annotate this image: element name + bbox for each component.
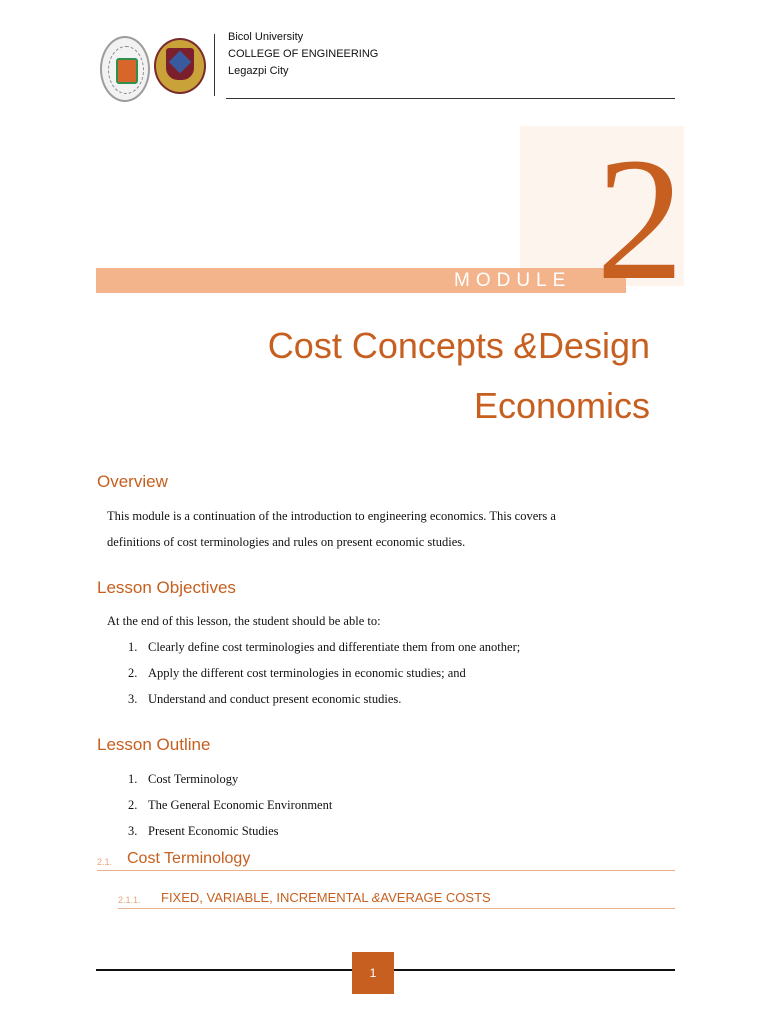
header-college: COLLEGE OF ENGINEERING bbox=[228, 48, 379, 60]
subsection-number: 2.1.1. bbox=[118, 895, 141, 905]
college-seal-logo bbox=[154, 38, 206, 94]
subsection-title-a: FIXED, VARIABLE, INCREMENTAL bbox=[161, 890, 369, 905]
list-item bbox=[107, 634, 520, 660]
module-number: 2 bbox=[596, 122, 684, 317]
subsection-title bbox=[161, 890, 491, 905]
outline-heading: Lesson Outline bbox=[97, 735, 211, 754]
subsection-title-b: AVERAGE COSTS bbox=[380, 890, 491, 905]
list-number: 1. bbox=[128, 772, 138, 786]
subsection-ampersand: & bbox=[371, 890, 381, 905]
list-text: Cost Terminology bbox=[148, 772, 239, 786]
header-university: Bicol University bbox=[228, 31, 304, 43]
list-number: 2. bbox=[128, 666, 138, 680]
page-title-line1 bbox=[268, 316, 650, 376]
title-ampersand: & bbox=[513, 325, 538, 366]
list-text: The General Economic Environment bbox=[148, 798, 333, 812]
college-shield-emblem bbox=[166, 48, 194, 80]
seal-emblem bbox=[116, 58, 138, 84]
list-item bbox=[107, 660, 520, 686]
section-heading bbox=[97, 850, 675, 871]
list-number: 2. bbox=[128, 798, 138, 812]
list-item bbox=[107, 818, 332, 844]
objectives-heading: Lesson Objectives bbox=[97, 578, 236, 597]
outline-block bbox=[107, 766, 332, 844]
list-text: Understand and conduct present economic studies. bbox=[148, 692, 402, 706]
title-part-b: Design bbox=[537, 325, 650, 366]
header-divider bbox=[214, 34, 215, 96]
list-number: 1. bbox=[128, 640, 138, 654]
header-city: Legazpi City bbox=[228, 65, 289, 77]
university-seal-logo bbox=[100, 36, 150, 102]
overview-line: definitions of cost terminologies and rules on present economic studies. bbox=[107, 535, 466, 549]
section-title: Cost Terminology bbox=[127, 850, 251, 867]
subsection-heading bbox=[118, 890, 675, 909]
overview-text bbox=[107, 503, 556, 555]
overview-line: This module is a continuation of the introduction to engineering economics. This covers a bbox=[107, 509, 556, 523]
outline-list bbox=[107, 766, 332, 844]
list-item bbox=[107, 766, 332, 792]
module-label: MODULE bbox=[454, 270, 572, 291]
list-item bbox=[107, 792, 332, 818]
objectives-list bbox=[107, 634, 520, 712]
objectives-intro: At the end of this lesson, the student should be able to: bbox=[107, 614, 381, 628]
title-part-a: Cost Concepts bbox=[267, 325, 504, 366]
list-text: Apply the different cost terminologies in economic studies; and bbox=[148, 666, 466, 680]
list-number: 3. bbox=[128, 692, 138, 706]
list-text: Clearly define cost terminologies and differentiate them from one another; bbox=[148, 640, 521, 654]
header-rule bbox=[226, 98, 675, 99]
page-number: 1 bbox=[352, 952, 394, 994]
overview-heading: Overview bbox=[97, 472, 168, 491]
page-title-line2: Economics bbox=[473, 385, 650, 426]
list-text: Present Economic Studies bbox=[148, 824, 279, 838]
list-item bbox=[107, 686, 520, 712]
list-number: 3. bbox=[128, 824, 138, 838]
objectives-block bbox=[107, 608, 520, 712]
section-number: 2.1. bbox=[97, 857, 113, 867]
